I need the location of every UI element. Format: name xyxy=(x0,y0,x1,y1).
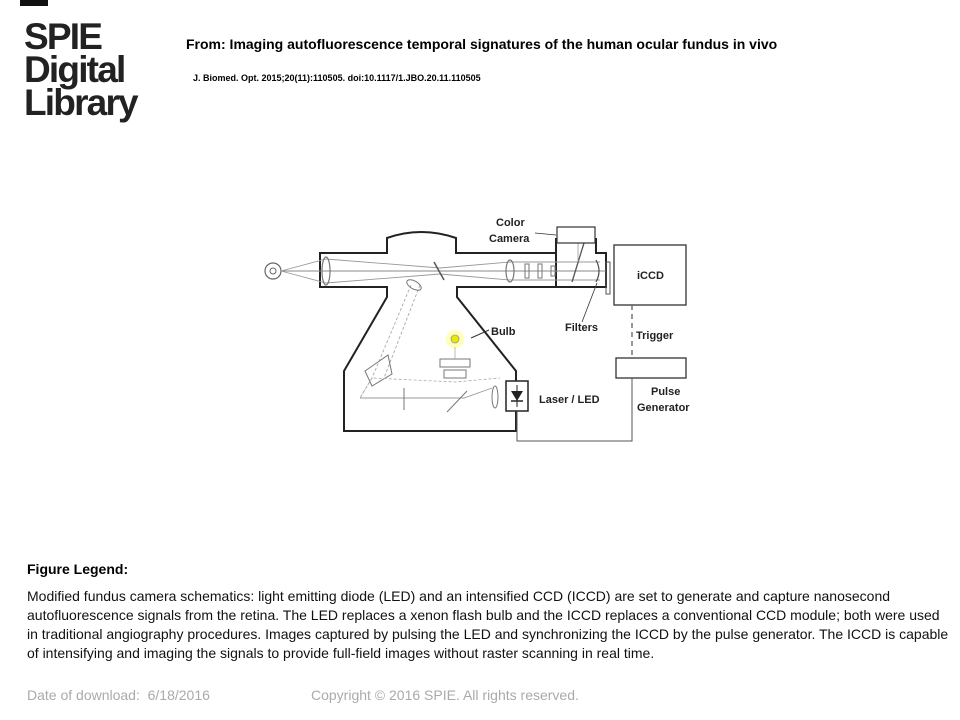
figure-legend-heading: Figure Legend: xyxy=(27,561,129,577)
color-camera xyxy=(557,227,595,243)
pulse-generator xyxy=(616,358,686,378)
led-cable xyxy=(517,378,632,441)
copyright-notice: Copyright © 2016 SPIE. All rights reserved. xyxy=(311,687,579,703)
label-filters: Filters xyxy=(565,322,599,334)
label-color-camera-1: Color xyxy=(496,217,525,229)
label-trigger: Trigger xyxy=(636,330,674,342)
condenser-prism xyxy=(365,355,392,386)
eye-icon xyxy=(265,263,281,279)
figure-legend-text: Modified fundus camera schematics: light emitting diode (LED) and an intensified CCD (ICCD) are set to generate and capture nanosecond autofluorescence signals from the retina. The LED replaces a xenon flash bulb and the ICCD replaces a conventional CCD module; both were used in traditional angiography procedures. Images captured by pulsing the LED and synchronizing the ICCD by the pulse generator. The ICCD is capable of intensifying and imaging the signals to provide full-field images without raster scanning in real time. xyxy=(27,588,949,661)
logo-line-2: Digital xyxy=(24,49,125,90)
label-color-camera-2: Camera xyxy=(489,233,530,245)
article-citation[interactable]: J. Biomed. Opt. 2015;20(11):110505. doi:10.1117/1.JBO.20.11.110505 xyxy=(193,73,481,83)
article-title: From: Imaging autofluorescence temporal signatures of the human ocular fundus in vivo xyxy=(186,36,778,52)
label-generator: Generator xyxy=(637,402,690,414)
label-laser-led: Laser / LED xyxy=(539,394,600,406)
logo-line-1: SPIE xyxy=(24,16,102,57)
download-date: Date of download: 6/18/2016 xyxy=(27,687,210,703)
label-pulse: Pulse xyxy=(651,386,681,398)
label-iccd: iCCD xyxy=(637,270,664,282)
label-bulb: Bulb xyxy=(491,326,516,338)
logo-line-3: Library xyxy=(24,82,137,123)
